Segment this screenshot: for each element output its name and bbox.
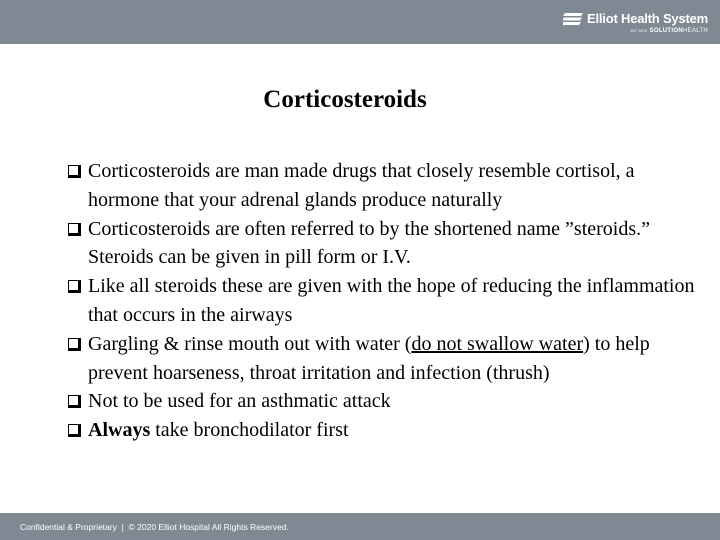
bullet-underline-text: do not swallow water xyxy=(411,332,584,355)
bullet-item xyxy=(68,416,698,445)
bullet-text: Not to be used for an asthmatic attack xyxy=(88,390,391,413)
bullet-text: Gargling & rinse mouth out with water ( xyxy=(88,332,412,355)
header-bar xyxy=(0,0,720,44)
bullet-item xyxy=(68,272,698,330)
checkbox-bullet-icon xyxy=(68,338,81,351)
checkbox-bullet-icon xyxy=(68,424,81,437)
logo-tag-solution: SOLUTION xyxy=(649,28,683,34)
bullet-item xyxy=(68,387,698,416)
checkbox-bullet-icon xyxy=(68,395,81,408)
elliot-logo-icon xyxy=(563,13,583,25)
bullet-item xyxy=(68,330,698,388)
checkbox-bullet-icon xyxy=(68,280,81,293)
footer-text: Confidential & Proprietary | © 2020 Elliot Hospital All Rights Reserved. xyxy=(20,522,289,532)
bullet-text: ) to help prevent hoarseness, throat irritation and infection (thrush) xyxy=(88,332,650,384)
bullet-text: Corticosteroids are often referred to by the shortened name ”steroids.” Steroids can be given in pill form or I.V. xyxy=(88,217,651,269)
bullet-item xyxy=(68,157,698,215)
bullet-list xyxy=(68,157,698,445)
bullet-bold-text: Always xyxy=(88,419,151,442)
bullet-text: Corticosteroids are man made drugs that closely resemble cortisol, a hormone that your adrenal glands produce naturally xyxy=(88,160,635,211)
bullet-text: take bronchodilator first xyxy=(150,419,349,442)
logo-tagline xyxy=(563,28,708,34)
slide-title: Corticosteroids xyxy=(263,86,427,113)
logo-tag-health: HEALTH xyxy=(682,28,708,34)
footer-bar xyxy=(0,513,720,540)
bullet-item xyxy=(68,215,698,273)
logo-tag-prefix: WE ARE xyxy=(630,28,648,33)
elliot-logo xyxy=(563,11,708,34)
logo-name: Elliot Health System xyxy=(587,11,708,26)
checkbox-bullet-icon xyxy=(68,165,81,178)
bullet-text: Like all steroids these are given with the hope of reducing the inflammation that occurs in the airways xyxy=(88,275,695,326)
checkbox-bullet-icon xyxy=(68,223,81,236)
